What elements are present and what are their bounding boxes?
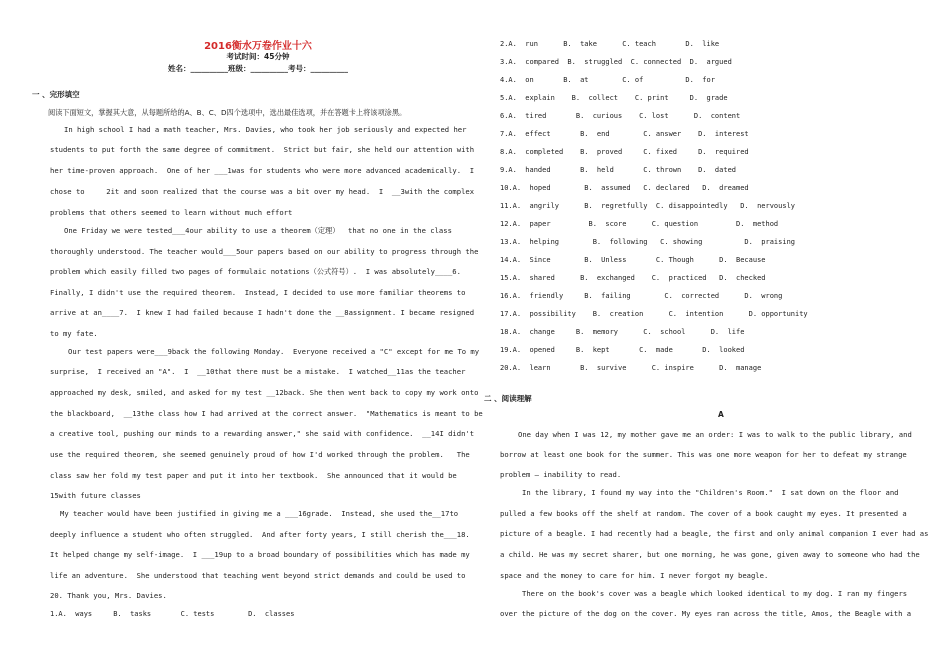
option-row-13: 13.A. helping B. following C. showing D. praising bbox=[500, 238, 796, 246]
option-row-16: 16.A. friendly B. failing C. corrected D. wrong bbox=[500, 292, 783, 300]
passage-line: approached my desk, smiled, and asked for my test __12back. She then went back to copy my work onto bbox=[50, 388, 479, 397]
passage-line: problems that others seemed to learn without much effort bbox=[50, 208, 293, 217]
reading-line: problem — inability to read. bbox=[500, 470, 622, 479]
passage-line: to my fate. bbox=[50, 329, 98, 338]
option-row-10: 10.A. hoped B. assumed C. declared D. dreamed bbox=[500, 184, 749, 192]
passage-label: A bbox=[718, 410, 724, 419]
option-row-5: 5.A. explain B. collect C. print D. grade bbox=[500, 94, 728, 102]
option-row-20: 20.A. learn B. survive C. inspire D. manage bbox=[500, 364, 762, 372]
passage-line: life an adventure. She understood that teaching went beyond strict demands and could be used to bbox=[50, 571, 466, 580]
passage-line: her time-proven approach. One of her ___1was for students who were more advanced academically. I bbox=[50, 166, 475, 175]
passage-line: a creative tool, pushing our minds to a rewarding answer," she said with confidence. __14I didn't bbox=[50, 429, 475, 438]
option-row-9: 9.A. handed B. held C. thrown D. dated bbox=[500, 166, 737, 174]
option-row-19: 19.A. opened B. kept C. made D. looked bbox=[500, 346, 745, 354]
option-row-17: 17.A. possibility B. creation C. intention D. opportunity bbox=[500, 310, 808, 318]
option-row-11: 11.A. angrily B. regretfully C. disappointedly D. nervously bbox=[500, 202, 796, 210]
exam-time: 考试时间：45分钟 bbox=[226, 52, 290, 61]
option-row-18: 18.A. change B. memory C. school D. life bbox=[500, 328, 745, 336]
section1-instruction: 阅读下面短文，掌握其大意，从每题所给的A、B、C、D四个选项中，选出最佳选项，并在答题卡上将该项涂黑。 bbox=[48, 108, 407, 117]
option-row-4: 4.A. on B. at C. of D. for bbox=[500, 76, 715, 84]
passage-line: My teacher would have been justified in giving me a ___16grade. Instead, she used the__17to bbox=[60, 509, 459, 518]
passage-line: class saw her fold my test paper and put it into her textbook. She announced that it would be bbox=[50, 471, 457, 480]
passage-line: It helped change my self-image. I ___19up to a broad boundary of possibilities which has made my bbox=[50, 550, 470, 559]
option-row-12: 12.A. paper B. score C. question D. method bbox=[500, 220, 779, 228]
passage-line: thoroughly understood. The teacher would___5our papers based on our ability to progress through the bbox=[50, 247, 479, 256]
passage-line: the blackboard, __13the class how I had arrived at the correct answer. "Mathematics is meant to be bbox=[50, 409, 483, 418]
option-row-6: 6.A. tired B. curious C. lost D. content bbox=[500, 112, 741, 120]
reading-line: In the library, I found my way into the "Children's Room." I sat down on the floor and bbox=[522, 488, 899, 497]
passage-line: surprise, I received an "A". I __10that there must be a mistake. I watched__11as the teacher bbox=[50, 367, 466, 376]
option-row-3: 3.A. compared B. struggled C. connected D. argued bbox=[500, 58, 732, 66]
passage-line: 15with future classes bbox=[50, 491, 141, 500]
reading-line: borrow at least one book for the summer. This was one more weapon for her to defeat my strange bbox=[500, 450, 907, 459]
option-row-15: 15.A. shared B. exchanged C. practiced D. checked bbox=[500, 274, 766, 282]
option-row-8: 8.A. completed B. proved C. fixed D. required bbox=[500, 148, 749, 156]
passage-line: Our test papers were___9back the following Monday. Everyone received a "C" except for me To my bbox=[68, 347, 480, 356]
passage-line: problem which easily filled two pages of formulaic notations（公式符号）. I was absolutely____6. bbox=[50, 267, 461, 276]
section1-heading: 一 、完形填空 bbox=[32, 90, 80, 99]
passage-line: students to put forth the same degree of commitment. Strict but fair, she held our attention with bbox=[50, 145, 475, 154]
option-row-14: 14.A. Since B. Unless C. Though D. Because bbox=[500, 256, 766, 264]
reading-line: over the picture of the dog on the cover. My eyes ran across the title, Amos, the Beagle with a bbox=[500, 609, 912, 618]
reading-line: One day when I was 12, my mother gave me an order: I was to walk to the public library, and bbox=[518, 430, 912, 439]
passage-line: chose to 2it and soon realized that the course was a bit over my head. I __3with the complex bbox=[50, 187, 475, 196]
reading-line: pulled a few books off the shelf at random. The cover of a book caught my eyes. It presented a bbox=[500, 509, 907, 518]
passage-line: One Friday we were tested___4our ability to use a theorem（定理） that no one in the class bbox=[64, 226, 452, 235]
option-row-2: 2.A. run B. take C. teach D. like bbox=[500, 40, 720, 48]
section2-heading: 二 、阅读理解 bbox=[484, 394, 532, 403]
reading-line: There on the book's cover was a beagle which looked identical to my dog. I ran my fingers bbox=[522, 589, 908, 598]
passage-line: deeply influence a student who often struggled. And after forty years, I still cherish the___18. bbox=[50, 530, 470, 539]
passage-line: use the required theorem, she seemed genuinely proud of how I'd worked through the problem. The bbox=[50, 450, 470, 459]
passage-line: 20. Thank you, Mrs. Davies. bbox=[50, 591, 167, 600]
reading-line: picture of a beagle. I had recently had a beagle, the first and only animal companion I ever had as bbox=[500, 529, 929, 538]
passage-line: arrive at an____7. I knew I had failed because I hadn't done the __8assignment. I became resigned bbox=[50, 308, 475, 317]
passage-line: Finally, I didn't use the required theorem. Instead, I decided to use more familiar theorems to bbox=[50, 288, 466, 297]
reading-line: space and the money to care for him. I never forgot my beagle. bbox=[500, 571, 769, 580]
page-title: 2016衡水万卷作业十六 bbox=[204, 41, 312, 52]
passage-line: In high school I had a math teacher, Mrs. Davies, who took her job seriously and expected her bbox=[64, 125, 467, 134]
reading-line: a child. He was my secret sharer, but one morning, he was gone, given away to someone who had the bbox=[500, 550, 920, 559]
name-class-id-line: 姓名：__________班级：__________考号：__________ bbox=[168, 64, 348, 73]
option-row-7: 7.A. effect B. end C. answer D. interest bbox=[500, 130, 749, 138]
option-row-1: 1.A. ways B. tasks C. tests D. classes bbox=[50, 610, 295, 618]
